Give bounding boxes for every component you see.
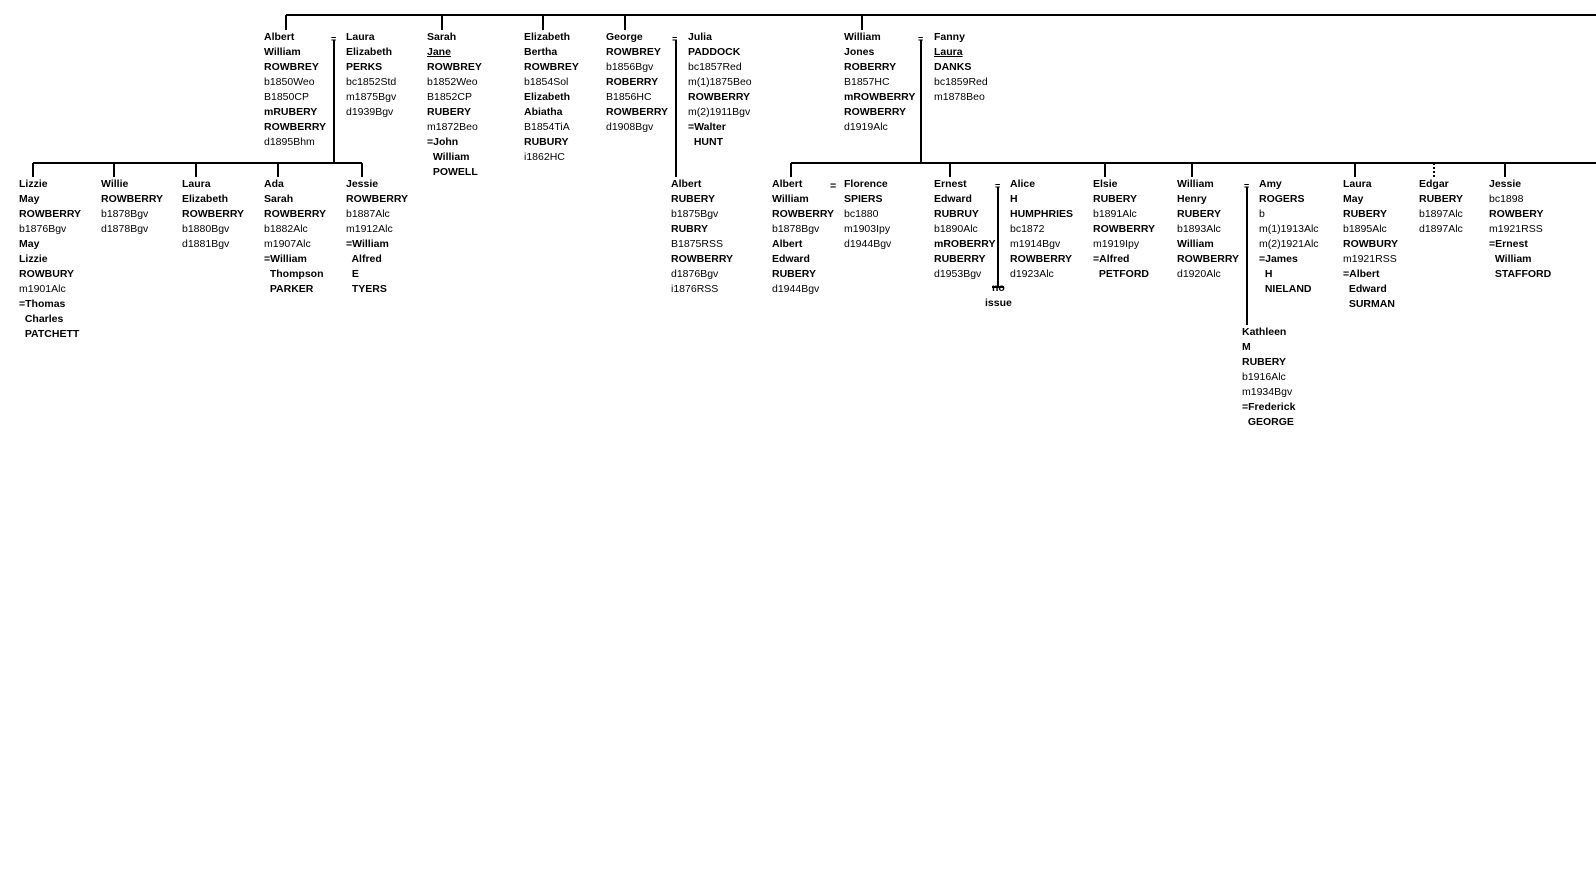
person-line: RUBERY: [1093, 193, 1137, 205]
person-line: d1944Bgv: [844, 238, 892, 250]
person-line: =James: [1259, 253, 1298, 265]
person-line: May: [19, 238, 40, 250]
person-line: ROWBREY: [524, 61, 579, 73]
person-line: William: [264, 46, 301, 58]
person-sarah-jane-rowbrey: [427, 30, 482, 180]
person-line: Elsie: [1093, 178, 1118, 190]
person-line: b1916Alc: [1242, 371, 1286, 383]
person-line: Laura: [346, 31, 375, 43]
person-laura-elizabeth-perks: [346, 30, 396, 120]
person-willie-rowberry: [101, 177, 163, 237]
person-line: ROBERRY: [606, 76, 659, 88]
person-lizzie-may-rowberry: [19, 177, 81, 342]
person-alice-h-humphries: [1010, 177, 1073, 282]
person-line: Julia: [688, 31, 712, 43]
person-line: mROWBERRY: [844, 91, 916, 103]
person-line: ROWBERRY: [772, 208, 835, 220]
person-line: May: [19, 193, 40, 205]
marriage-symbol: =: [918, 34, 924, 44]
person-line: ROWBREY: [264, 61, 319, 73]
person-line: d1878Bgv: [101, 223, 149, 235]
person-line: TYERS: [346, 283, 387, 295]
person-line: b1887Alc: [346, 208, 390, 220]
person-line: d1876Bgv: [671, 268, 719, 280]
person-line: b1852Weo: [427, 76, 478, 88]
person-line: Bertha: [524, 46, 558, 58]
person-line: STAFFORD: [1489, 268, 1552, 280]
person-line: Jessie: [1489, 178, 1522, 190]
person-edgar-rubery: [1419, 177, 1463, 237]
person-line: Fanny: [934, 31, 965, 43]
person-line: m1912Alc: [346, 223, 393, 235]
person-line: PETFORD: [1093, 268, 1150, 280]
person-line: RUBERRY: [934, 253, 986, 265]
person-william-henry-rubery: [1177, 177, 1239, 282]
person-line: =John: [427, 136, 459, 148]
person-line: Edward: [934, 193, 972, 205]
person-line: PARKER: [264, 283, 314, 295]
person-line: ROWBREY: [606, 46, 661, 58]
person-amy-rogers: [1259, 177, 1319, 297]
person-line: Ada: [264, 178, 284, 190]
person-line: b1880Bgv: [182, 223, 230, 235]
marriage-symbol: =: [672, 34, 678, 44]
person-line: d1919Alc: [844, 121, 888, 133]
person-line: Alice: [1010, 178, 1036, 190]
person-line: d1939Bgv: [346, 106, 394, 118]
person-line: bc1859Red: [934, 76, 988, 88]
person-line: i1876RSS: [671, 283, 719, 295]
person-line: b1891Alc: [1093, 208, 1137, 220]
marriage-symbol: =: [331, 34, 337, 44]
person-line: d1895Bhm: [264, 136, 315, 148]
person-line: ROWBURY: [1343, 238, 1399, 250]
person-line: ROWBERRY: [346, 193, 409, 205]
person-line: =Ernest: [1489, 238, 1528, 250]
person-line: RUBERY: [671, 193, 715, 205]
person-line: POWELL: [427, 166, 478, 178]
person-line: Florence: [844, 178, 888, 190]
person-line: =William: [346, 238, 389, 250]
person-line: ROGERS: [1259, 193, 1305, 205]
person-line: HUNT: [688, 136, 723, 148]
person-line: m1872Beo: [427, 121, 478, 133]
person-florence-spiers: [844, 177, 891, 252]
person-line: Laura: [934, 46, 963, 58]
person-line: ROWBERRY: [182, 208, 245, 220]
person-line: RUBERY: [1177, 208, 1221, 220]
person-line: b1893Alc: [1177, 223, 1221, 235]
marriage-symbol: =: [830, 180, 837, 192]
person-line: no: [992, 282, 1005, 294]
person-line: d1923Alc: [1010, 268, 1054, 280]
person-line: d1920Alc: [1177, 268, 1221, 280]
person-line: William: [1489, 253, 1532, 265]
person-line: Jones: [844, 46, 875, 58]
person-ernest-edward-rubruy: [934, 177, 995, 282]
person-line: RUBERY: [772, 268, 816, 280]
person-line: b: [1259, 208, 1265, 220]
marriage-symbol: =: [1244, 181, 1250, 191]
person-line: b1875Bgv: [671, 208, 719, 220]
person-no-issue: [985, 281, 1012, 311]
person-line: ROWBERRY: [264, 121, 327, 133]
person-line: ROWBERRY: [844, 106, 907, 118]
person-line: b1897Alc: [1419, 208, 1463, 220]
person-line: RUBRUY: [934, 208, 979, 220]
person-jessie-rowbery-1898: [1489, 177, 1551, 282]
person-line: m1934Bgv: [1242, 386, 1293, 398]
person-line: ROWBERRY: [1177, 253, 1240, 265]
person-line: ROWBERRY: [1010, 253, 1073, 265]
person-line: ROWBERRY: [1093, 223, 1156, 235]
person-line: =Thomas: [19, 298, 66, 310]
person-line: b1878Bgv: [772, 223, 820, 235]
person-line: Jessie: [346, 178, 379, 190]
person-line: Alfred: [346, 253, 382, 265]
person-line: RUBERY: [1343, 208, 1387, 220]
person-line: Lizzie: [19, 178, 48, 190]
person-line: DANKS: [934, 61, 972, 73]
person-line: m1875Bgv: [346, 91, 397, 103]
person-line: ROWBERRY: [264, 208, 327, 220]
person-line: m1903Ipy: [844, 223, 891, 235]
person-line: m1878Beo: [934, 91, 985, 103]
person-line: =Walter: [688, 121, 726, 133]
person-george-rowbrey: [606, 30, 668, 135]
person-line: b1890Alc: [934, 223, 978, 235]
person-line: d1908Bgv: [606, 121, 654, 133]
person-line: d1897Alc: [1419, 223, 1463, 235]
person-line: Elizabeth: [524, 31, 571, 43]
person-line: b1876Bgv: [19, 223, 67, 235]
person-julia-paddock: [688, 30, 752, 150]
person-line: PATCHETT: [19, 328, 80, 340]
person-line: Laura: [182, 178, 211, 190]
person-line: B1856HC: [606, 91, 652, 103]
person-line: William: [1177, 178, 1214, 190]
person-line: b1895Alc: [1343, 223, 1387, 235]
person-line: William: [1177, 238, 1214, 250]
person-line: William: [844, 31, 881, 43]
person-albert-william-rowberry-1878: [772, 177, 837, 297]
person-line: RUBRY: [671, 223, 708, 235]
person-line: RUBERY: [427, 106, 471, 118]
person-line: Abiatha: [524, 106, 563, 118]
person-line: M: [1242, 341, 1251, 353]
person-line: Edward: [1343, 283, 1387, 295]
person-line: Charles: [19, 313, 64, 325]
person-line: =William: [264, 253, 307, 265]
person-line: m1919Ipy: [1093, 238, 1140, 250]
person-line: mRUBERY: [264, 106, 318, 118]
person-line: mROBERRY: [934, 238, 996, 250]
person-albert-rubery-1875: [671, 177, 733, 297]
person-line: =Alfred: [1093, 253, 1130, 265]
person-line: George: [606, 31, 643, 43]
person-line: m1907Alc: [264, 238, 311, 250]
marriage-symbol: =: [995, 181, 1001, 191]
person-elizabeth-bertha-rowbrey: [524, 30, 579, 165]
person-laura-elizabeth-rowberry: [182, 177, 244, 252]
person-line: issue: [985, 297, 1012, 309]
person-line: d1953Bgv: [934, 268, 982, 280]
person-line: B1857HC: [844, 76, 890, 88]
person-line: Albert: [264, 31, 295, 43]
person-line: RUBURY: [524, 136, 569, 148]
person-line: H: [1259, 268, 1273, 280]
person-line: RUBERY: [1242, 356, 1286, 368]
person-line: ROWBERY: [1489, 208, 1544, 220]
person-line: d1881Bgv: [182, 238, 230, 250]
person-line: Willie: [101, 178, 129, 190]
person-line: b1854Sol: [524, 76, 569, 88]
person-line: bc1880: [844, 208, 879, 220]
person-elsie-rubery: [1093, 177, 1155, 282]
person-line: PERKS: [346, 61, 383, 73]
person-line: ROBERRY: [844, 61, 897, 73]
person-line: ROWBURY: [19, 268, 75, 280]
person-line: Ernest: [934, 178, 967, 190]
person-line: b1856Bgv: [606, 61, 654, 73]
person-line: m(2)1911Bgv: [688, 106, 751, 118]
person-line: m(2)1921Alc: [1259, 238, 1319, 250]
person-line: m(1)1913Alc: [1259, 223, 1319, 235]
person-line: d1944Bgv: [772, 283, 820, 295]
person-line: m1921RSS: [1489, 223, 1543, 235]
person-line: ROWBERRY: [101, 193, 164, 205]
person-line: Elizabeth: [182, 193, 229, 205]
person-albert-william-rowbrey: [264, 30, 326, 150]
person-line: =Frederick: [1242, 401, 1296, 413]
person-line: William: [772, 193, 809, 205]
person-line: Kathleen: [1242, 326, 1287, 338]
person-line: ROWBREY: [427, 61, 482, 73]
person-line: bc1852Std: [346, 76, 397, 88]
person-line: Amy: [1259, 178, 1282, 190]
person-fanny-laura-danks: [934, 30, 988, 105]
person-line: GEORGE: [1242, 416, 1294, 428]
person-line: Sarah: [427, 31, 457, 43]
person-line: b1882Alc: [264, 223, 308, 235]
person-line: Jane: [427, 46, 451, 58]
person-line: B1875RSS: [671, 238, 723, 250]
person-line: b1878Bgv: [101, 208, 149, 220]
person-line: Sarah: [264, 193, 294, 205]
person-line: bc1898: [1489, 193, 1524, 205]
person-line: bc1872: [1010, 223, 1045, 235]
person-line: B1852CP: [427, 91, 472, 103]
person-line: m1921RSS: [1343, 253, 1397, 265]
person-line: i1862HC: [524, 151, 565, 163]
person-line: Elizabeth: [524, 91, 571, 103]
person-line: William: [427, 151, 470, 163]
person-line: Elizabeth: [346, 46, 393, 58]
person-line: m(1)1875Beo: [688, 76, 752, 88]
person-line: SURMAN: [1343, 298, 1395, 310]
person-line: ROWBERRY: [19, 208, 82, 220]
person-line: m1901Alc: [19, 283, 66, 295]
person-line: H: [1010, 193, 1018, 205]
person-jessie-rowberry-1887: [346, 177, 408, 297]
person-line: E: [346, 268, 359, 280]
person-line: B1854TiA: [524, 121, 570, 133]
person-line: Albert: [671, 178, 702, 190]
person-line: RUBERY: [1419, 193, 1463, 205]
person-line: Edward: [772, 253, 810, 265]
person-line: Thompson: [264, 268, 324, 280]
person-line: B1850CP: [264, 91, 309, 103]
person-william-jones-roberry: [844, 30, 915, 135]
person-line: b1850Weo: [264, 76, 315, 88]
person-line: bc1857Red: [688, 61, 742, 73]
person-line: SPIERS: [844, 193, 883, 205]
person-line: PADDOCK: [688, 46, 741, 58]
person-line: Laura: [1343, 178, 1372, 190]
person-line: NIELAND: [1259, 283, 1312, 295]
person-line: Edgar: [1419, 178, 1449, 190]
person-line: ROWBERRY: [671, 253, 734, 265]
person-line: Henry: [1177, 193, 1207, 205]
person-line: May: [1343, 193, 1364, 205]
person-line: m1914Bgv: [1010, 238, 1061, 250]
person-line: ROWBERRY: [688, 91, 751, 103]
person-line: Albert: [772, 178, 803, 190]
person-line: =Albert: [1343, 268, 1380, 280]
person-ada-sarah-rowberry: [264, 177, 326, 297]
person-laura-may-rubery: [1343, 177, 1398, 312]
person-line: HUMPHRIES: [1010, 208, 1074, 220]
person-line: Lizzie: [19, 253, 48, 265]
person-kathleen-m-rubery: [1242, 325, 1295, 430]
person-line: Albert: [772, 238, 803, 250]
person-line: ROWBERRY: [606, 106, 669, 118]
